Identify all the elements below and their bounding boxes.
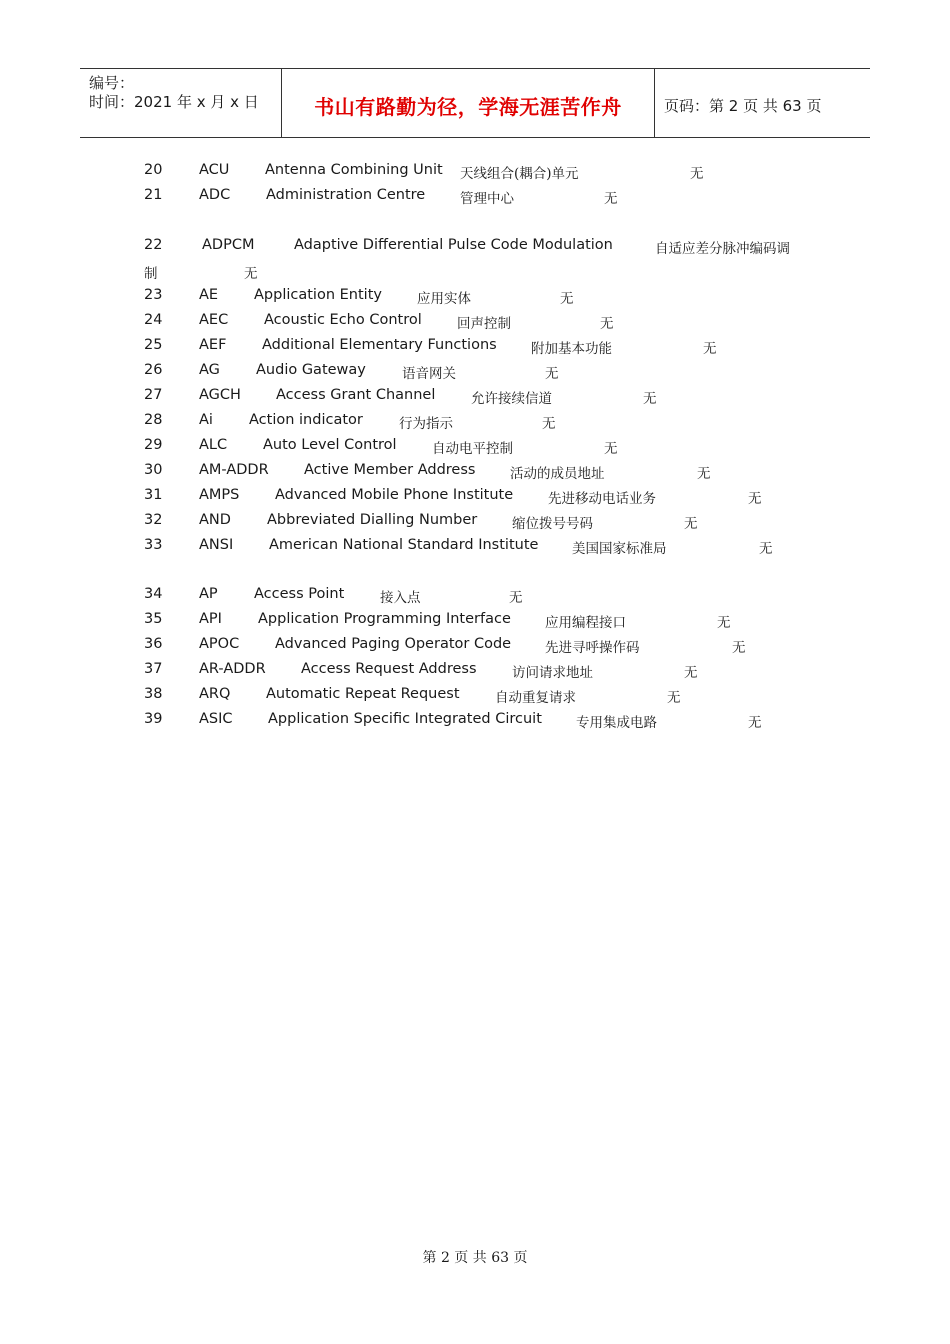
header-page-cell [655, 69, 870, 137]
entry-full-name: Adaptive Differential Pulse Code Modulation [294, 237, 613, 253]
entry-chinese-term: 管理中心 [460, 191, 514, 207]
entry-full-name: Access Point [254, 586, 345, 602]
entry-chinese-term: 缩位拨号号码 [512, 516, 593, 532]
entry-chinese-term: 自适应差分脉冲编码调 [655, 241, 790, 257]
entry-number: 26 [144, 362, 163, 378]
entry-abbreviation: AND [199, 512, 231, 528]
entry-note: 无 [748, 715, 762, 731]
entry-chinese-term: 应用编程接口 [545, 615, 626, 631]
entry-full-name: Acoustic Echo Control [264, 312, 422, 328]
entry-full-name: Advanced Mobile Phone Institute [275, 487, 514, 503]
entry-note: 无 [690, 166, 704, 182]
entry-chinese-term: 专用集成电路 [576, 715, 657, 731]
entry-full-name: Administration Centre [266, 187, 426, 203]
entry-number: 24 [144, 312, 163, 328]
entry-abbreviation: APOC [199, 636, 240, 652]
entry-chinese-term: 回声控制 [457, 316, 511, 332]
entry-chinese-term: 先进寻呼操作码 [545, 640, 640, 656]
entry-full-name: Application Programming Interface [258, 611, 511, 627]
entry-abbreviation: API [199, 611, 222, 627]
entry-note: 无 [542, 416, 556, 432]
entry-abbreviation: ANSI [199, 537, 234, 553]
entry-note: 无 [748, 491, 762, 507]
entry-full-name: Antenna Combining Unit [265, 162, 443, 178]
entry-note: 无 [697, 466, 711, 482]
entry-chinese-term: 天线组合(耦合)单元 [460, 166, 579, 182]
entry-number: 30 [144, 462, 163, 478]
entry-full-name: American National Standard Institute [269, 537, 539, 553]
entry-note: 无 [545, 366, 559, 382]
entry-chinese-term: 附加基本功能 [531, 341, 612, 357]
entry-full-name: Application Entity [254, 287, 382, 303]
entry-chinese-term: 访问请求地址 [512, 665, 593, 681]
entry-abbreviation: AM-ADDR [199, 462, 269, 478]
entry-chinese-term-continuation: 制 [144, 266, 158, 282]
header-meta-cell [80, 69, 282, 137]
entry-abbreviation: AGCH [199, 387, 241, 403]
entry-number: 25 [144, 337, 163, 353]
entry-chinese-term: 先进移动电话业务 [548, 491, 656, 507]
entry-note: 无 [667, 690, 681, 706]
entry-full-name: Application Specific Integrated Circuit [268, 711, 542, 727]
page-header [80, 68, 870, 138]
entry-number: 38 [144, 686, 163, 702]
entry-note: 无 [732, 640, 746, 656]
entry-abbreviation: AG [199, 362, 220, 378]
entry-abbreviation: AMPS [199, 487, 240, 503]
entry-full-name: Access Request Address [301, 661, 477, 677]
entry-chinese-term: 自动重复请求 [495, 690, 576, 706]
entry-number: 36 [144, 636, 163, 652]
header-page-info: 页码：第 2 页 共 63 页 [664, 97, 822, 115]
entry-full-name: Abbreviated Dialling Number [267, 512, 478, 528]
entry-chinese-term: 美国国家标准局 [572, 541, 667, 557]
entry-abbreviation: ADPCM [202, 237, 255, 253]
entry-number: 31 [144, 487, 163, 503]
entry-number: 37 [144, 661, 163, 677]
entry-abbreviation: ADC [199, 187, 231, 203]
entry-note: 无 [684, 665, 698, 681]
entry-full-name: Automatic Repeat Request [266, 686, 460, 702]
entry-note: 无 [560, 291, 574, 307]
entry-full-name: Audio Gateway [256, 362, 366, 378]
entry-number: 32 [144, 512, 163, 528]
entry-number: 33 [144, 537, 163, 553]
entry-note: 无 [759, 541, 773, 557]
entry-chinese-term: 语音网关 [402, 366, 456, 382]
entry-chinese-term: 接入点 [380, 590, 421, 606]
entry-full-name: Active Member Address [304, 462, 476, 478]
entry-abbreviation: ALC [199, 437, 228, 453]
header-motto: 书山有路勤为径，学海无涯苦作舟 [314, 95, 622, 119]
entry-full-name: Action indicator [249, 412, 363, 428]
entry-chinese-term: 活动的成员地址 [510, 466, 605, 482]
entry-number: 20 [144, 162, 163, 178]
entry-number: 21 [144, 187, 163, 203]
entry-number: 23 [144, 287, 163, 303]
entry-note: 无 [604, 191, 618, 207]
entry-full-name: Advanced Paging Operator Code [275, 636, 512, 652]
entry-note: 无 [717, 615, 731, 631]
entry-chinese-term: 应用实体 [417, 291, 471, 307]
entry-abbreviation: ACU [199, 162, 230, 178]
entry-number: 28 [144, 412, 163, 428]
entry-abbreviation: AE [199, 287, 219, 303]
entry-chinese-term: 行为指示 [399, 416, 453, 432]
entry-number: 29 [144, 437, 163, 453]
document-number-label: 编号： [89, 74, 135, 92]
entry-note: 无 [604, 441, 618, 457]
entry-abbreviation: AEC [199, 312, 229, 328]
entry-note: 无 [600, 316, 614, 332]
entry-number: 35 [144, 611, 163, 627]
entry-full-name: Additional Elementary Functions [262, 337, 497, 353]
entry-chinese-term: 自动电平控制 [432, 441, 513, 457]
entry-number: 39 [144, 711, 163, 727]
entry-number: 27 [144, 387, 163, 403]
entry-abbreviation: Ai [199, 412, 213, 428]
entry-number: 22 [144, 237, 163, 253]
entry-full-name: Auto Level Control [263, 437, 397, 453]
entry-number: 34 [144, 586, 163, 602]
entry-abbreviation: ARQ [199, 686, 231, 702]
entry-abbreviation: AR-ADDR [199, 661, 266, 677]
document-date-label: 时间：2021 年 x 月 x 日 [89, 93, 259, 111]
entry-full-name: Access Grant Channel [276, 387, 436, 403]
header-motto-cell [282, 69, 655, 137]
entry-note: 无 [643, 391, 657, 407]
page-footer: 第 2 页 共 63 页 [422, 1250, 528, 1266]
entry-abbreviation: AEF [199, 337, 227, 353]
entry-chinese-term: 允许接续信道 [471, 391, 552, 407]
entry-abbreviation: ASIC [199, 711, 233, 727]
entry-note: 无 [244, 266, 258, 282]
entry-note: 无 [509, 590, 523, 606]
entry-note: 无 [684, 516, 698, 532]
entry-note: 无 [703, 341, 717, 357]
entry-abbreviation: AP [199, 586, 218, 602]
